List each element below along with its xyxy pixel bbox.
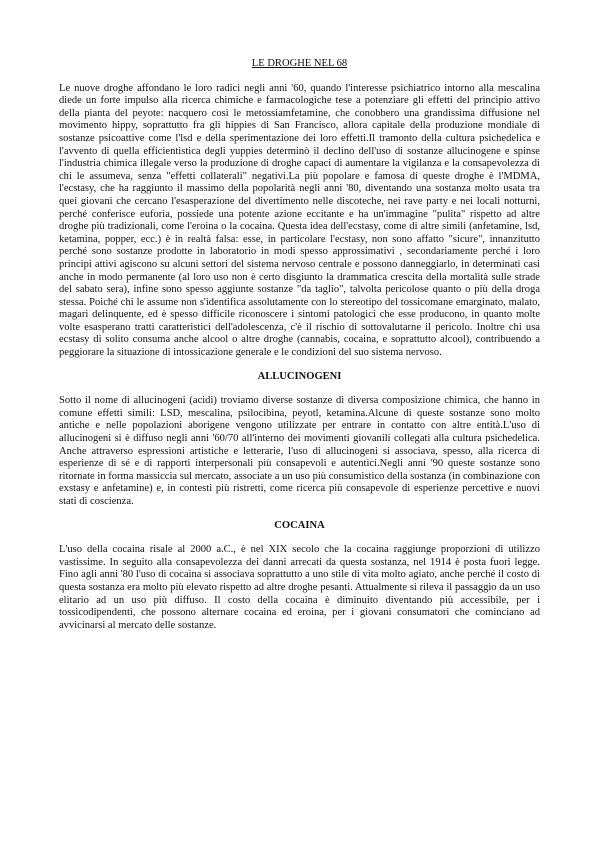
document-page bbox=[59, 58, 540, 632]
section-heading-cocaina: COCAINA bbox=[274, 519, 325, 531]
intro-paragraph: Le nuove droghe affondano le loro radici negli anni '60, quando l'interesse psichiatrico intorno alla mescalina diede un forte impulso alla ricerca chimiche e farmacologiche tese a potenziare gli effetti del principio attivo della pianta del peyote: nacquero così le metossiamfetamine, che conobbero una grandissima diffusione nel movimento hippy, soprattutto fra gli hippies di San Francisco, allora capitale della produzione mondiale di sostanze psicoattive come l'lsd e della sperimentazione dei loro effetti.Il tramonto della cultura psichedelica e l'avvento di quella efficientistica degli yuppies determinò il declino dell'uso di sostanze allucinogene e spinse l'industria chimica illegale verso la produzione di droghe capaci di aumentare la vigilanza e la consapevolezza di chi le assumeva, senza "effetti collaterali" negativi.La più popolare e famosa di queste droghe è l'MDMA, l'ecstasy, che ha raggiunto il massimo della popolarità negli anni '80, diventando una sostanza molto usata tra quei giovani che cercano l'esasperazione del divertimento nelle discoteche, nei rave party e nei locali notturni, perché conferisce euforia, possiede una potente azione eccitante e ha un'immagine "pulita" rispetto ad altre droghe più tradizionali, come l'eroina o la cocaina. Questa idea dell'ecstasy, come di altre simili (anfetamine, lsd, ketamina, popper, ecc.) è in realtà falsa: esse, in particolare l'ecstasy, non sono affatto "sicure", innanzitutto perché sono sostanze prodotte in laboratorio in modi spesso approssimativi , secondariamente perché i loro principi attivi agiscono su alcuni settori del sistema nervoso centrale e possono danneggiarlo, in determinati casi anche in modo permanente (al loro uso non è certo disgiunto la drammatica crescita della mortalità sulle strade del sabato sera), infine sono spesso aggiunte sostanze "da taglio", talvolta pericolose quanto o più della droga stessa. Poiché chi le assume non s'identifica assolutamente con lo stereotipo del tossicomane emarginato, malato, magari delinquente, ed è spesso difficile riconoscere i sintomi patologici che esse producono, in quanto molte volte esasperano tratti caratteristici dell'adolescenza, c'è il rischio di sottovalutarne il pericolo. Inoltre chi usa ecstasy di solito consuma anche alcool o altre droghe (cannabis, cocaina, e soprattutto alcool), contribuendo a peggiorare la situazione di intossicazione generale e le condizioni del suo sistema nervoso. bbox=[59, 82, 540, 359]
allucinogeni-paragraph: Sotto il nome di allucinogeni (acidi) troviamo diverse sostanze di diversa composizione chimica, che hanno in comune effetti simili: LSD, mescalina, psilocibina, peyotl, ketamina.Alcune di queste sostanze sono molto antiche e nelle popolazioni aborigene vengono utilizzate per entrare in contatto con altre entità.L'uso di allucinogeni si è diffuso negli anni '60/70 all'interno dei movimenti giovanili collegati alla cultura psichedelica. Anche attraverso espressioni artistiche e letterarie, l'uso di allucinogeni si associava, spesso, alla ricerca di esperienze di sé e di rapporti interpersonali più consapevoli e autentici.Negli anni '90 queste sostanze sono ritornate in forma massiccia sul mercato, associate a un uso più consumistico della sostanza (in combinazione con exstasy e anfetamine) e, in contesti più ristretti, come ricerca più consapevole di esperienze percettive e nuovi stati di coscienza. bbox=[59, 395, 540, 507]
section-heading-allucinogeni: ALLUCINOGENI bbox=[257, 370, 342, 382]
document-title: LE DROGHE NEL 68 bbox=[251, 58, 348, 69]
cocaina-paragraph: L'uso della cocaina risale al 2000 a.C., è nel XIX secolo che la cocaina raggiunge proporzioni di utilizzo vastissime. In seguito alla consapevolezza dei danni arrecati da questa sostanza, nel 1914 è posta fuori legge. Fino agli anni '80 l'uso di cocaina si associava soprattutto a uno stile di vita molto agiato, anche perché il costo di questa sostanza era molto più elevato rispetto ad altre droghe pesanti. Attualmente si rileva il passaggio da un uso elitario ad un uso più diffuso. Il costo della cocaina è diminuito diventando più accessibile, per i tossicodipendenti, che possono alternare cocaina ed eroina, per i giovani consumatori che cominciano ad avvicinarsi al mercato delle sostanze. bbox=[59, 544, 540, 631]
